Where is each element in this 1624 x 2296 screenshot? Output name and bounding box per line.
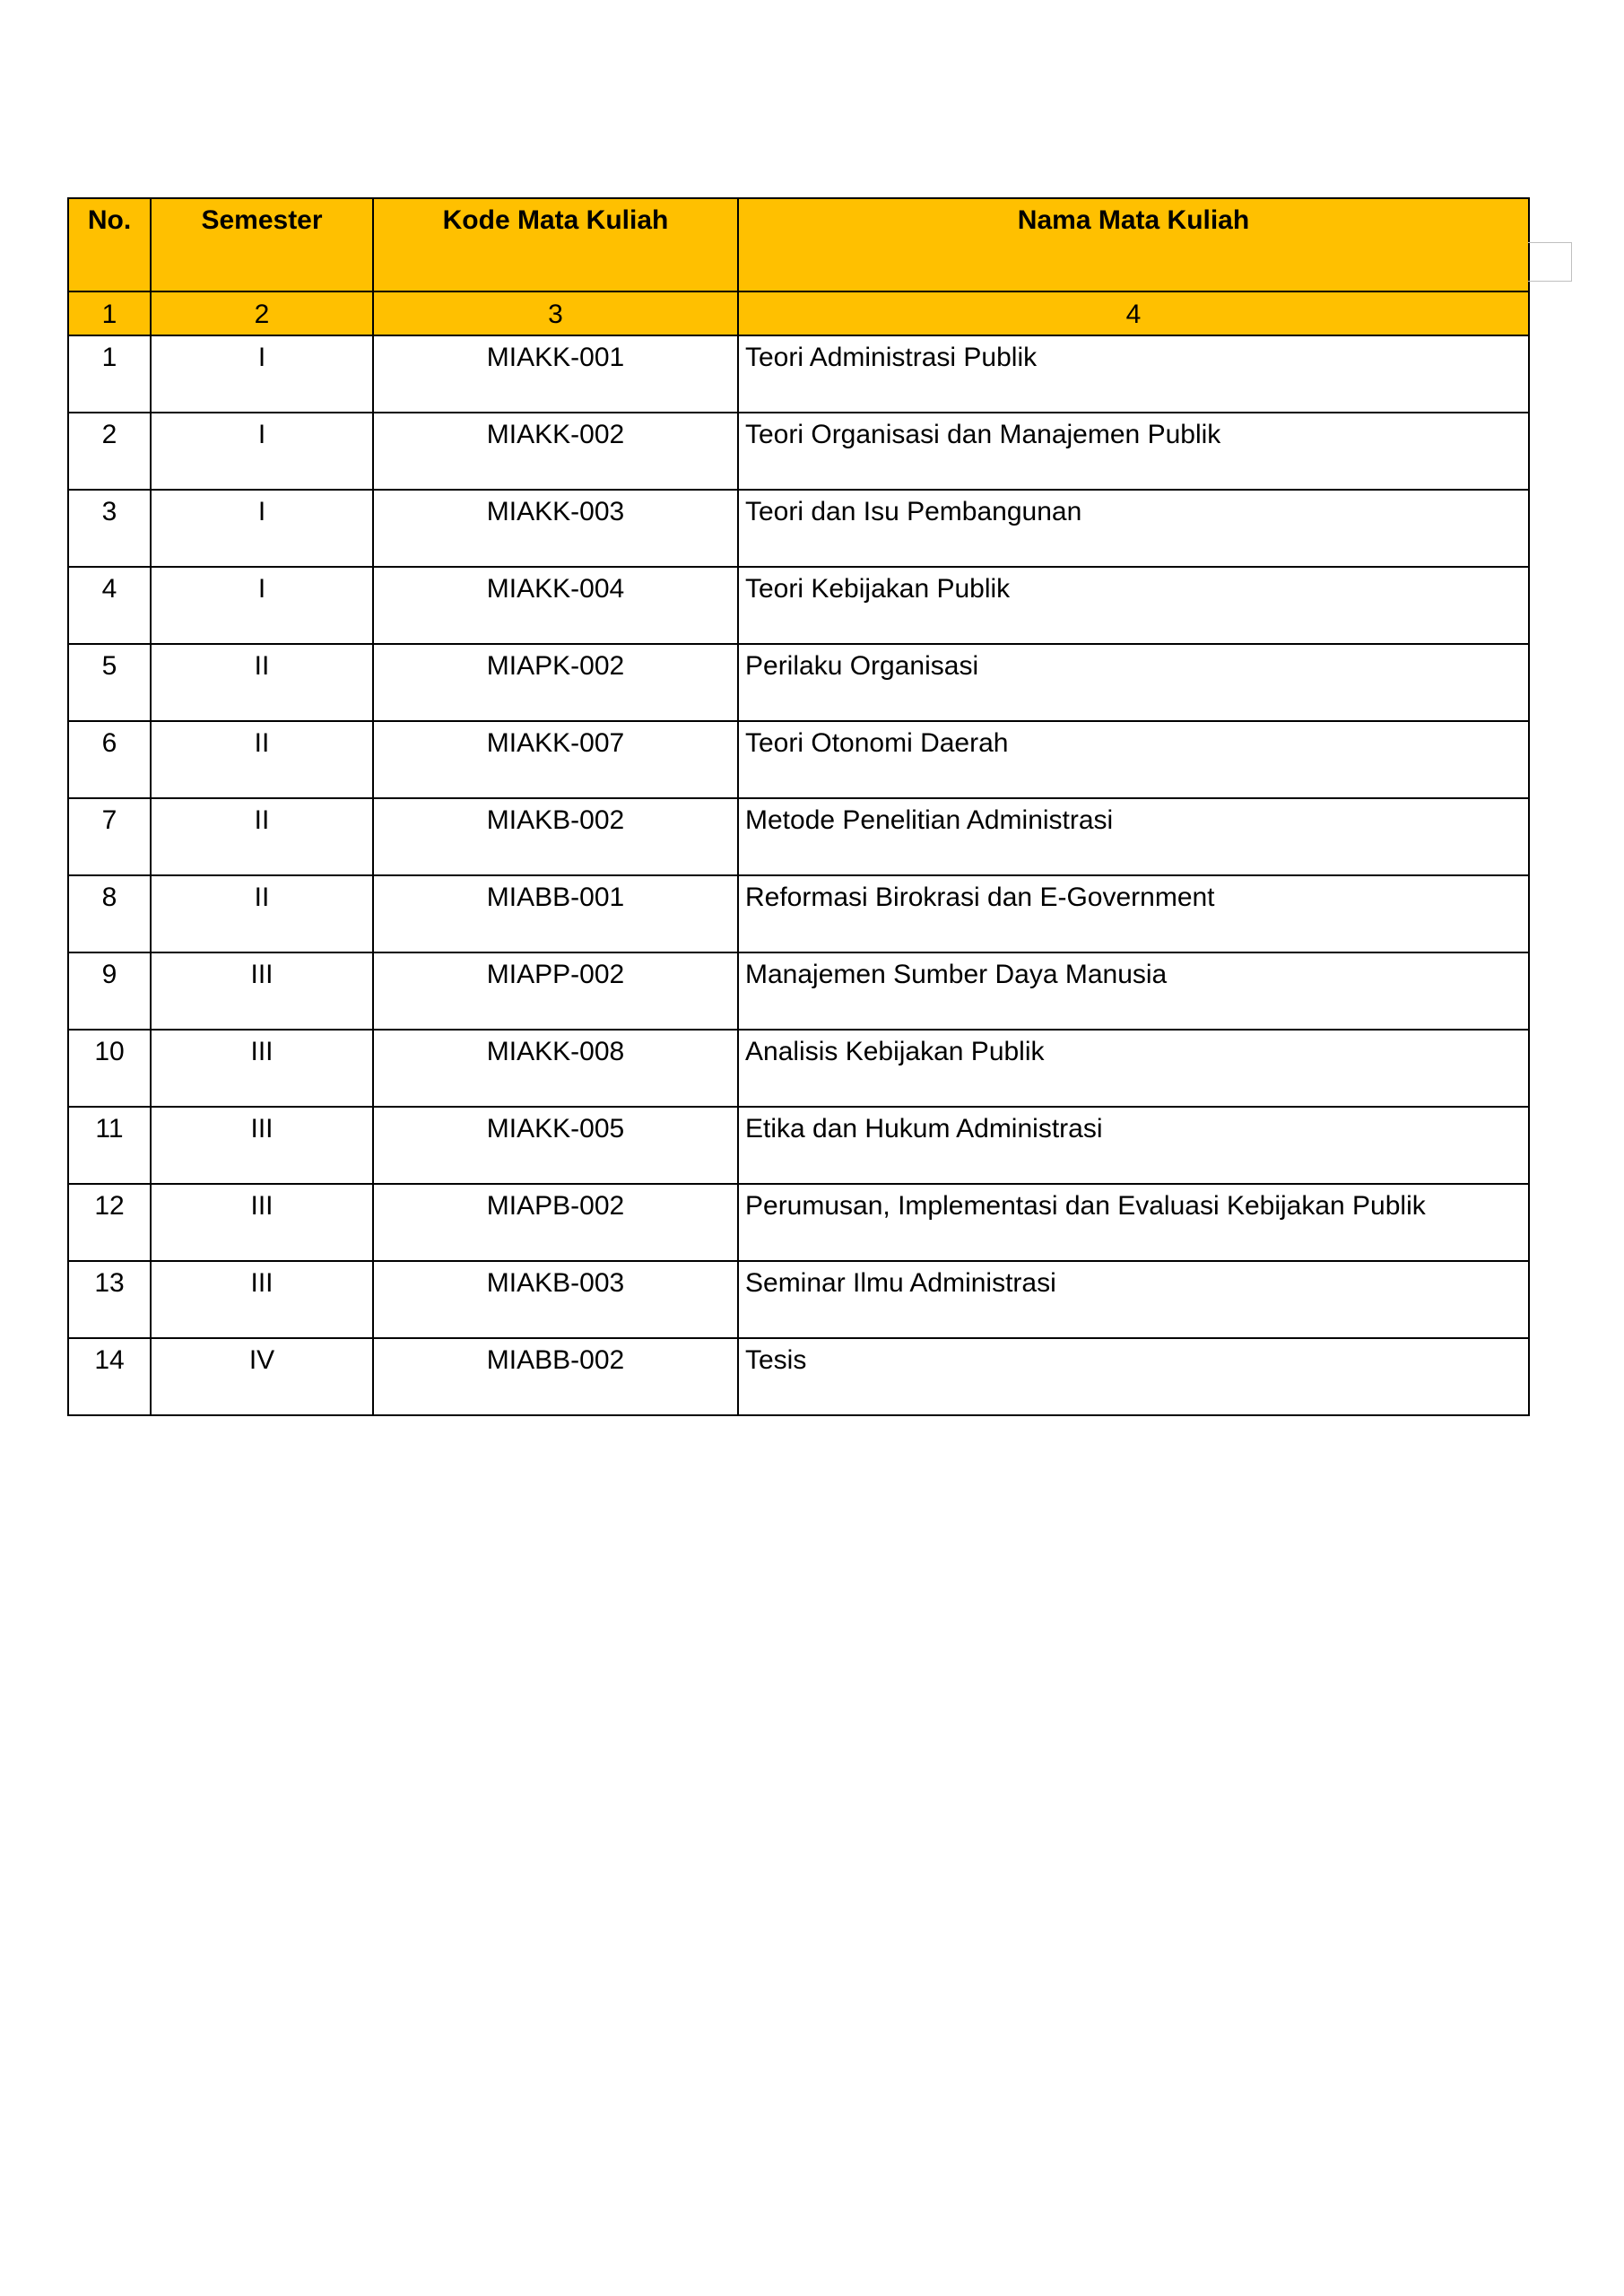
cell-no: 4 (68, 567, 151, 644)
column-number-2: 2 (151, 291, 373, 335)
cell-no: 3 (68, 490, 151, 567)
cell-semester: IV (151, 1338, 373, 1415)
cell-nama: Teori Kebijakan Publik (738, 567, 1529, 644)
cell-nama: Perilaku Organisasi (738, 644, 1529, 721)
cell-no: 1 (68, 335, 151, 413)
cell-no: 14 (68, 1338, 151, 1415)
cell-no: 2 (68, 413, 151, 490)
cell-no: 12 (68, 1184, 151, 1261)
table-row (68, 1030, 1529, 1107)
cell-nama: Teori Administrasi Publik (738, 335, 1529, 413)
cell-nama: Teori Organisasi dan Manajemen Publik (738, 413, 1529, 490)
table-row (68, 644, 1529, 721)
cell-semester: II (151, 644, 373, 721)
cell-semester: III (151, 952, 373, 1030)
column-number-3: 3 (373, 291, 738, 335)
cell-no: 5 (68, 644, 151, 721)
header-semester: Semester (151, 198, 373, 291)
cell-kode: MIAKK-005 (373, 1107, 738, 1184)
cell-no: 8 (68, 875, 151, 952)
cell-nama: Etika dan Hukum Administrasi (738, 1107, 1529, 1184)
header-row (68, 198, 1529, 291)
cell-kode: MIAKK-008 (373, 1030, 738, 1107)
cell-kode: MIAPB-002 (373, 1184, 738, 1261)
cell-kode: MIAKK-001 (373, 335, 738, 413)
cell-nama: Manajemen Sumber Daya Manusia (738, 952, 1529, 1030)
header-kode-mata-kuliah: Kode Mata Kuliah (373, 198, 738, 291)
header-no: No. (68, 198, 151, 291)
cell-semester: I (151, 567, 373, 644)
cell-semester: III (151, 1030, 373, 1107)
cell-nama: Teori Otonomi Daerah (738, 721, 1529, 798)
cell-kode: MIABB-002 (373, 1338, 738, 1415)
cell-kode: MIAPK-002 (373, 644, 738, 721)
cell-no: 13 (68, 1261, 151, 1338)
cell-semester: II (151, 875, 373, 952)
cell-nama: Tesis (738, 1338, 1529, 1415)
table-row (68, 1261, 1529, 1338)
table-row (68, 335, 1529, 413)
table-row (68, 567, 1529, 644)
cell-no: 10 (68, 1030, 151, 1107)
cell-semester: II (151, 798, 373, 875)
table-row (68, 1338, 1529, 1415)
cell-semester: II (151, 721, 373, 798)
empty-cell-outline (1528, 242, 1572, 282)
cell-kode: MIAKK-004 (373, 567, 738, 644)
column-number-1: 1 (68, 291, 151, 335)
cell-no: 9 (68, 952, 151, 1030)
cell-no: 11 (68, 1107, 151, 1184)
cell-no: 6 (68, 721, 151, 798)
cell-nama: Seminar Ilmu Administrasi (738, 1261, 1529, 1338)
cell-nama: Metode Penelitian Administrasi (738, 798, 1529, 875)
cell-kode: MIAKK-003 (373, 490, 738, 567)
table-row (68, 1107, 1529, 1184)
cell-nama: Analisis Kebijakan Publik (738, 1030, 1529, 1107)
cell-semester: III (151, 1261, 373, 1338)
cell-kode: MIAKK-007 (373, 721, 738, 798)
table-row (68, 413, 1529, 490)
table-body (68, 335, 1529, 1415)
cell-semester: III (151, 1184, 373, 1261)
cell-semester: I (151, 335, 373, 413)
cell-kode: MIAPP-002 (373, 952, 738, 1030)
cell-nama: Teori dan Isu Pembangunan (738, 490, 1529, 567)
cell-kode: MIAKK-002 (373, 413, 738, 490)
table-row (68, 952, 1529, 1030)
column-number-row (68, 291, 1529, 335)
table-row (68, 798, 1529, 875)
cell-nama: Reformasi Birokrasi dan E-Government (738, 875, 1529, 952)
cell-nama: Perumusan, Implementasi dan Evaluasi Kebijakan Publik (738, 1184, 1529, 1261)
cell-semester: III (151, 1107, 373, 1184)
cell-no: 7 (68, 798, 151, 875)
course-table (67, 197, 1530, 1416)
cell-semester: I (151, 413, 373, 490)
cell-kode: MIABB-001 (373, 875, 738, 952)
table-row (68, 875, 1529, 952)
cell-semester: I (151, 490, 373, 567)
column-number-4: 4 (738, 291, 1529, 335)
course-table-container (67, 197, 1528, 1416)
table-row (68, 1184, 1529, 1261)
cell-kode: MIAKB-002 (373, 798, 738, 875)
table-row (68, 721, 1529, 798)
header-nama-mata-kuliah: Nama Mata Kuliah (738, 198, 1529, 291)
cell-kode: MIAKB-003 (373, 1261, 738, 1338)
table-row (68, 490, 1529, 567)
